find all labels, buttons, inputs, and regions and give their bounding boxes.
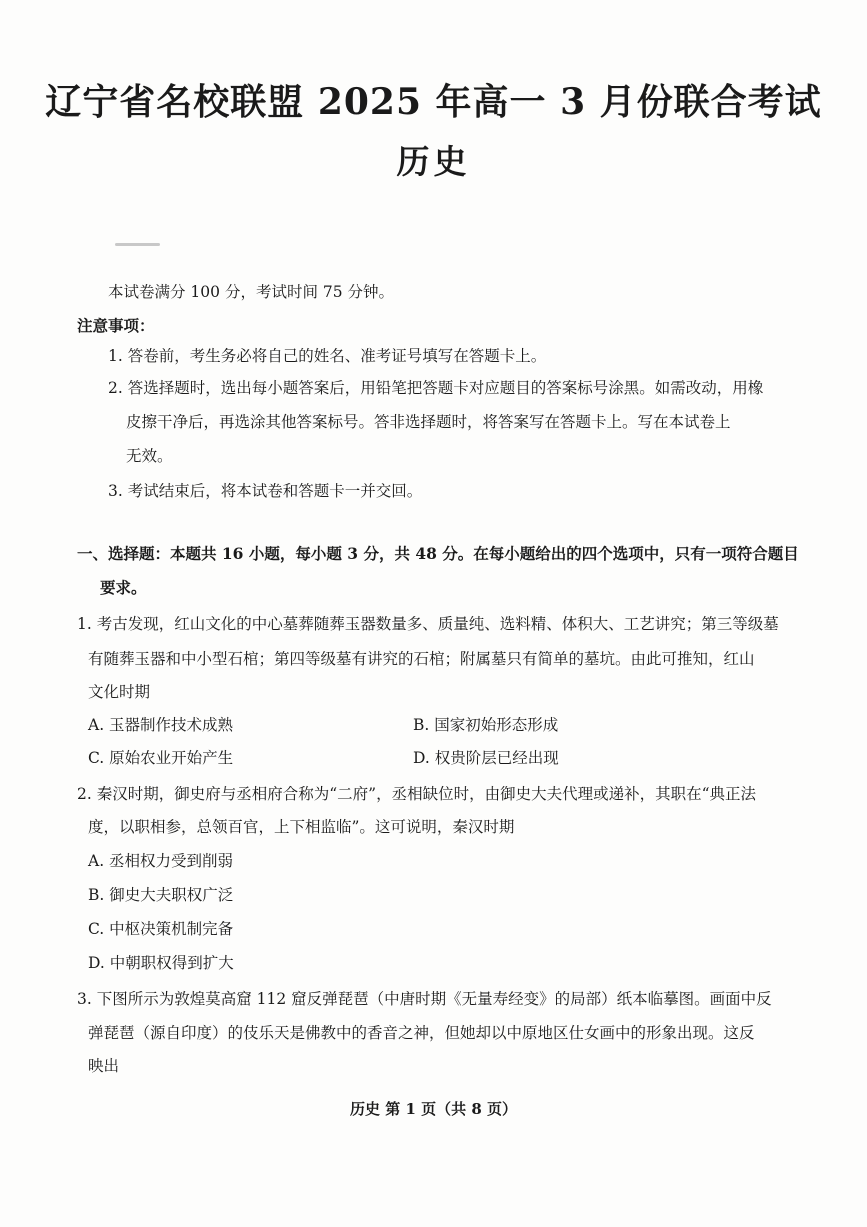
question-1-stem: 1. 考古发现，红山文化的中心墓葬随葬玉器数量多、质量纯、选料精、体积大、工艺讲究；第三等级墓 bbox=[77, 615, 779, 633]
question-1-stem: 文化时期 bbox=[88, 683, 151, 701]
scan-smudge bbox=[115, 243, 160, 246]
question-1-option-b: B. 国家初始形态形成 bbox=[413, 716, 559, 734]
section-heading: 一、选择题：本题共 16 小题，每小题 3 分，共 48 分。在每小题给出的四个选项中，只有一项符合题目 bbox=[77, 544, 799, 563]
notice-item: 皮擦干净后，再选涂其他答案标号。答非选择题时，将答案写在答题卡上。写在本试卷上 bbox=[126, 413, 731, 431]
notice-item: 3. 考试结束后，将本试卷和答题卡一并交回。 bbox=[108, 482, 423, 500]
question-2-stem: 度，以职相参，总领百官，上下相监临”。这可说明，秦汉时期 bbox=[88, 818, 515, 836]
question-1-option-c: C. 原始农业开始产生 bbox=[88, 749, 234, 767]
notice-item: 无效。 bbox=[126, 447, 173, 465]
question-1-stem: 有随葬玉器和中小型石棺；第四等级墓有讲究的石棺；附属墓只有简单的墓坑。由此可推知，红山 bbox=[88, 650, 755, 668]
question-1-option-d: D. 权贵阶层已经出现 bbox=[413, 749, 559, 767]
section-heading-cont: 要求。 bbox=[100, 578, 147, 597]
question-2-option-c: C. 中枢决策机制完备 bbox=[88, 920, 234, 938]
intro-text: 本试卷满分 100 分，考试时间 75 分钟。 bbox=[108, 283, 395, 301]
notice-item: 2. 答选择题时，选出每小题答案后，用铅笔把答题卡对应题目的答案标号涂黑。如需改动，用橡 bbox=[108, 379, 764, 397]
notice-item: 1. 答卷前，考生务必将自己的姓名、准考证号填写在答题卡上。 bbox=[108, 347, 547, 365]
question-1-option-a: A. 玉器制作技术成熟 bbox=[88, 716, 234, 734]
page-footer: 历史 第 1 页（共 8 页） bbox=[350, 1100, 517, 1118]
question-3-stem: 3. 下图所示为敦煌莫高窟 112 窟反弹琵琶（中唐时期《无量寿经变》的局部）纸本临摹图。画面中反 bbox=[77, 990, 772, 1008]
notice-heading: 注意事项： bbox=[77, 316, 155, 335]
exam-title: 辽宁省名校联盟 2025 年高一 3 月份联合考试 bbox=[45, 81, 822, 123]
question-2-option-d: D. 中朝职权得到扩大 bbox=[88, 954, 234, 972]
question-3-stem: 映出 bbox=[88, 1057, 120, 1075]
question-2-option-b: B. 御史大夫职权广泛 bbox=[88, 886, 234, 904]
question-3-stem: 弹琵琶（源自印度）的伎乐天是佛教中的香音之神，但她却以中原地区仕女画中的形象出现。这反 bbox=[88, 1024, 755, 1042]
question-2-option-a: A. 丞相权力受到削弱 bbox=[88, 852, 234, 870]
question-2-stem: 2. 秦汉时期，御史府与丞相府合称为“二府”，丞相缺位时，由御史大夫代理或递补，其职在“典正法 bbox=[77, 785, 756, 803]
subject-title: 历史 bbox=[396, 142, 471, 181]
